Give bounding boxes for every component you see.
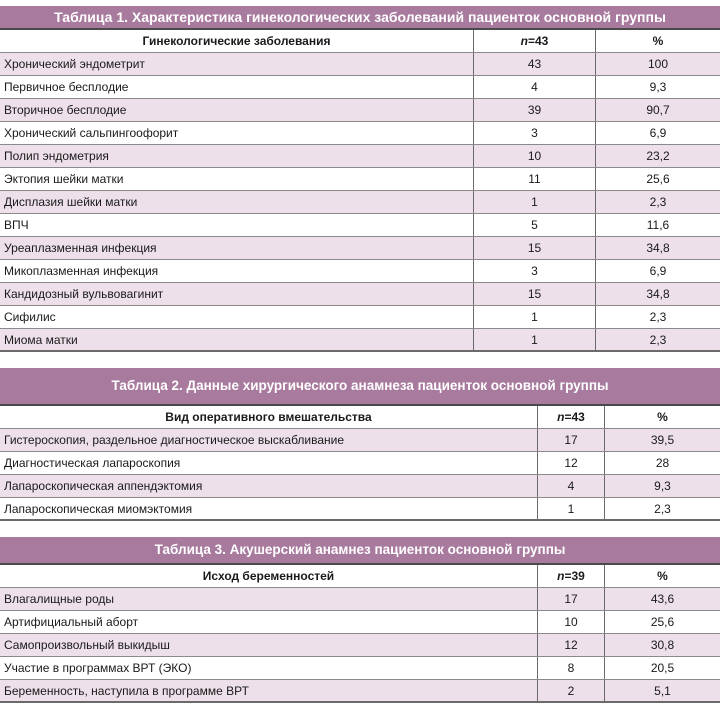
row-label: Первичное бесплодие: [4, 80, 129, 94]
row-percent: 90,7: [595, 99, 720, 121]
table-row: [0, 475, 720, 498]
row-percent: 43,6: [604, 588, 720, 610]
column-header-percent: %: [604, 406, 720, 428]
column-header-percent: %: [595, 30, 720, 52]
row-count: 3: [473, 122, 595, 144]
table-row: [0, 611, 720, 634]
row-count: 17: [537, 588, 604, 610]
row-percent: 9,3: [595, 76, 720, 98]
row-percent: 6,9: [595, 122, 720, 144]
row-percent: 2,3: [595, 306, 720, 328]
row-count: 15: [473, 283, 595, 305]
row-percent: 2,3: [604, 498, 720, 519]
row-count: 5: [473, 214, 595, 236]
row-label: Хронический сальпингоофорит: [4, 126, 179, 140]
row-count: 1: [473, 329, 595, 350]
row-label: Участие в программах ВРТ (ЭКО): [4, 661, 192, 675]
row-count: 39: [473, 99, 595, 121]
row-count: 10: [473, 145, 595, 167]
row-count: 1: [473, 191, 595, 213]
row-count: 15: [473, 237, 595, 259]
column-header-percent: %: [604, 565, 720, 587]
row-percent: 9,3: [604, 475, 720, 497]
table-row: [0, 122, 720, 145]
row-label: Гистероскопия, раздельное диагностическое выскабливание: [4, 433, 345, 447]
column-header-n: [537, 406, 604, 428]
row-label: Миома матки: [4, 332, 78, 347]
row-label: Кандидозный вульвовагинит: [4, 287, 164, 301]
table-title: Таблица 3. Акушерский анамнез пациенток основной группы: [0, 537, 720, 565]
row-percent: 28: [604, 452, 720, 474]
table-header-row: [0, 406, 720, 429]
n-value: =39: [564, 569, 585, 583]
row-percent: 100: [595, 53, 720, 75]
table-1-gynecological-diseases: [0, 6, 720, 352]
table-title: Таблица 2. Данные хирургического анамнеза пациенток основной группы: [0, 368, 720, 406]
column-header-n: [473, 30, 595, 52]
row-percent: 34,8: [595, 283, 720, 305]
table-row: [0, 168, 720, 191]
row-label: Вторичное бесплодие: [4, 103, 127, 117]
row-count: 10: [537, 611, 604, 633]
table-row: [0, 214, 720, 237]
table-row: [0, 329, 720, 352]
row-label: Полип эндометрия: [4, 149, 109, 163]
column-header-n: [537, 565, 604, 587]
table-row: [0, 657, 720, 680]
table-row: [0, 634, 720, 657]
table-row: [0, 53, 720, 76]
row-label: Эктопия шейки матки: [4, 172, 124, 186]
n-value: =43: [564, 410, 585, 424]
row-percent: 2,3: [595, 329, 720, 350]
row-label: Сифилис: [4, 310, 56, 324]
table-row: [0, 452, 720, 475]
table-3-obstetric-history: [0, 537, 720, 703]
table-header-row: [0, 30, 720, 53]
row-percent: 25,6: [595, 168, 720, 190]
row-count: 4: [473, 76, 595, 98]
table-row: [0, 145, 720, 168]
table-row: [0, 429, 720, 452]
row-label: Влагалищные роды: [4, 592, 115, 606]
row-percent: 39,5: [604, 429, 720, 451]
table-row: [0, 260, 720, 283]
table-row: [0, 498, 720, 521]
row-count: 43: [473, 53, 595, 75]
table-row: [0, 76, 720, 99]
row-count: 12: [537, 634, 604, 656]
row-percent: 30,8: [604, 634, 720, 656]
n-symbol: n: [520, 34, 528, 48]
row-count: 1: [473, 306, 595, 328]
table-row: [0, 588, 720, 611]
row-count: 4: [537, 475, 604, 497]
row-count: 12: [537, 452, 604, 474]
row-label: Самопроизвольный выкидыш: [4, 638, 170, 652]
table-header-row: [0, 565, 720, 588]
column-header-pregnancy-outcome: Исход беременностей: [202, 569, 335, 583]
table-row: [0, 191, 720, 214]
row-percent: 11,6: [595, 214, 720, 236]
n-value: =43: [527, 34, 549, 48]
column-header-disease: Гинекологические заболевания: [142, 34, 331, 48]
row-label: Беременность, наступила в программе ВРТ: [4, 683, 249, 698]
n-symbol: n: [557, 410, 565, 424]
row-count: 2: [537, 680, 604, 701]
table-row: [0, 306, 720, 329]
row-percent: 34,8: [595, 237, 720, 259]
row-label: Диагностическая лапароскопия: [4, 456, 181, 470]
row-percent: 20,5: [604, 657, 720, 679]
row-label: Уреаплазменная инфекция: [4, 241, 157, 255]
row-count: 1: [537, 498, 604, 519]
row-count: 11: [473, 168, 595, 190]
row-label: ВПЧ: [4, 218, 29, 232]
table-row: [0, 99, 720, 122]
row-percent: 5,1: [604, 680, 720, 701]
row-count: 3: [473, 260, 595, 282]
row-percent: 2,3: [595, 191, 720, 213]
row-label: Лапароскопическая миомэктомия: [4, 501, 193, 516]
row-label: Хронический эндометрит: [4, 57, 145, 71]
n-symbol: n: [557, 569, 565, 583]
row-count: 8: [537, 657, 604, 679]
table-row: [0, 680, 720, 703]
table-body: [0, 588, 720, 703]
table-title: Таблица 1. Характеристика гинекологических заболеваний пациенток основной группы: [0, 6, 720, 30]
row-count: 17: [537, 429, 604, 451]
row-percent: 23,2: [595, 145, 720, 167]
row-label: Лапароскопическая аппендэктомия: [4, 479, 203, 493]
table-row: [0, 283, 720, 306]
row-percent: 25,6: [604, 611, 720, 633]
row-label: Артифициальный аборт: [4, 615, 139, 629]
table-2-surgical-history: [0, 368, 720, 521]
column-header-surgery-type: Вид оперативного вмешательства: [165, 410, 372, 424]
row-percent: 6,9: [595, 260, 720, 282]
row-label: Дисплазия шейки матки: [4, 195, 138, 209]
table-body: [0, 53, 720, 352]
table-row: [0, 237, 720, 260]
row-label: Микоплазменная инфекция: [4, 264, 159, 278]
table-body: [0, 429, 720, 521]
